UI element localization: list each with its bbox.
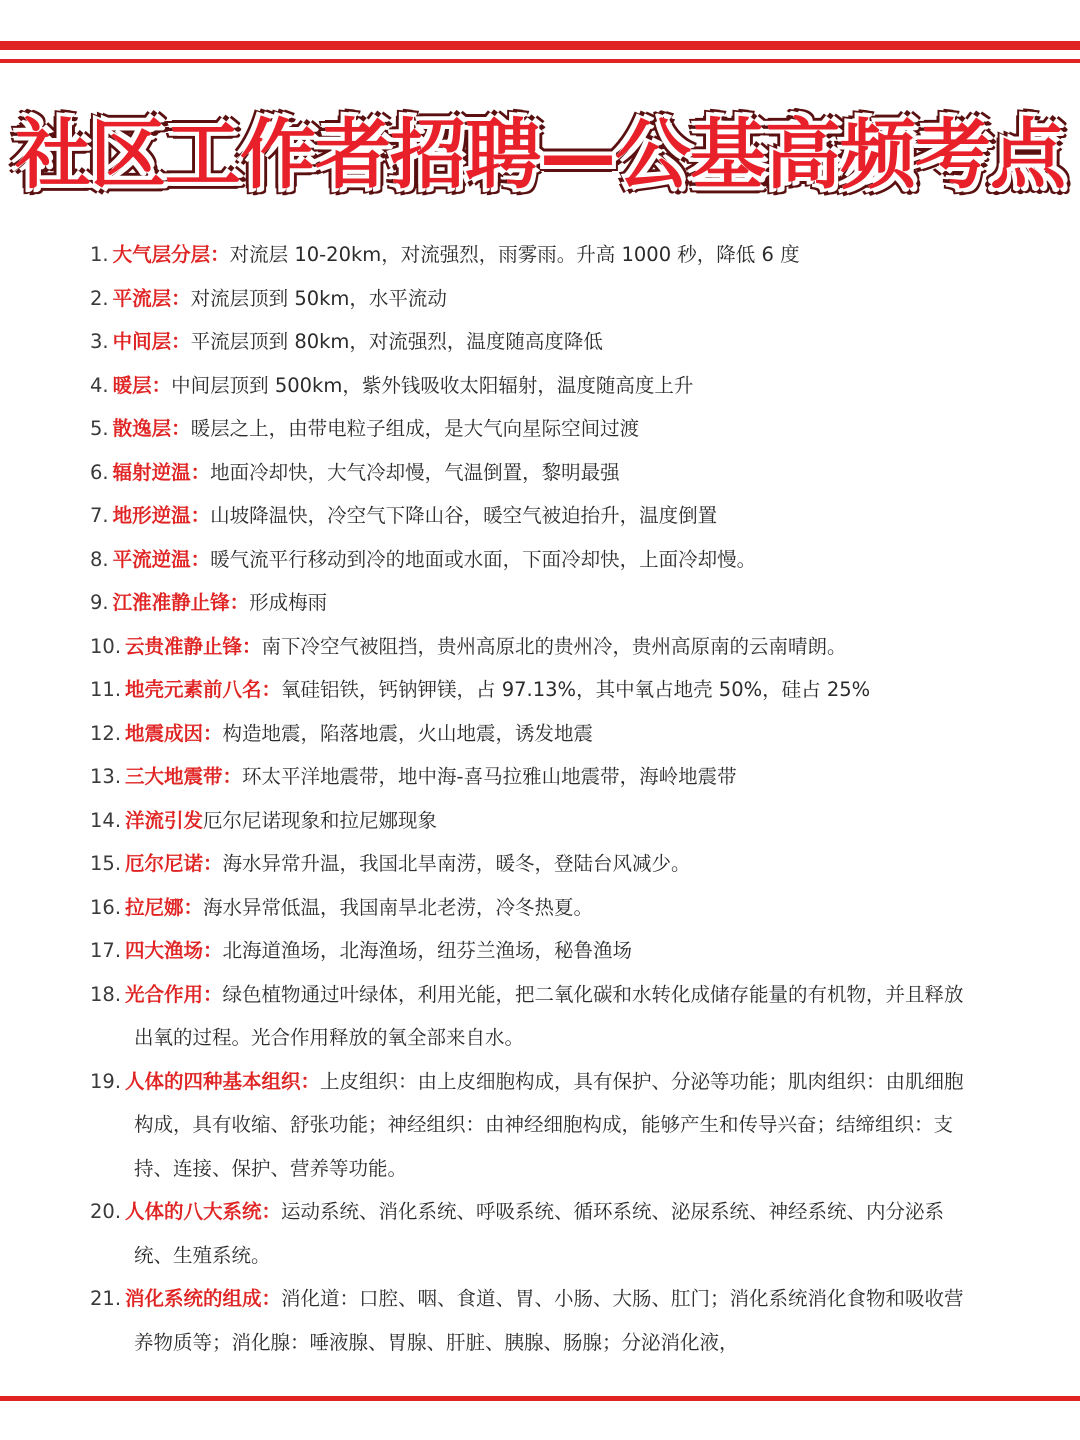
list-item [90,538,970,582]
item-description: 中间层顶到 500km，紫外钱吸收太阳辐射，温度随高度上升 [171,373,694,397]
item-description: 氧硅铝铁，钙钠钾镁，占 97.13%，其中氧占地壳 50%，硅占 25% [281,678,871,701]
item-number: 20. [90,1200,122,1223]
item-number: 2. [90,286,109,310]
item-description: 北海道渔场，北海渔场，纽芬兰渔场，秘鲁渔场 [222,939,633,962]
list-item [90,799,970,843]
item-keyword: 云贵准静止锋： [125,634,262,658]
item-number: 21. [90,1287,122,1310]
item-description: 绿色植物通过叶绿体，利用光能，把二氧化碳和水转化成储存能量的有机物，并且释放出氧的过程。光合作用释放的氧全部来自水。 [134,982,964,1049]
item-description: 运动系统、消化系统、呼吸系统、循环系统、泌尿系统、神经系统、内分泌系统、生殖系统。 [134,1200,945,1267]
list-item [90,668,970,712]
item-description: 山坡降温快，冷空气下降山谷，暖空气被迫抬升，温度倒置 [210,504,718,527]
item-number: 13. [90,765,122,788]
list-item [90,320,970,364]
item-keyword: 厄尔尼诺： [125,852,223,875]
item-description: 南下冷空气被阻挡，贵州高原北的贵州冷，贵州高原南的云南晴朗。 [261,634,847,658]
list-item [90,712,970,756]
item-keyword: 暖层： [112,373,172,397]
item-description: 对流层 10-20km，对流强烈，雨雾雨。升高 1000 秒，降低 6 度 [229,243,800,266]
item-keyword: 光合作用： [125,982,223,1006]
item-description: 上皮组织：由上皮细胞构成，具有保护、分泌等功能；肌肉组织：由肌细胞构成，具有收缩、舒张功能；神经组织：由神经细胞构成，能够产生和传导兴奋；结缔组织：支持、连接、保护、营养等功能。 [134,1069,964,1180]
item-description: 海水异常低温，我国南旱北老涝，冷冬热夏。 [203,895,594,919]
item-keyword: 地震成因： [125,721,223,745]
item-number: 19. [90,1069,122,1093]
item-number: 10. [90,634,122,658]
item-keyword: 中间层： [112,330,191,353]
key-points-list [90,233,970,1364]
item-keyword: 地壳元素前八名： [125,678,282,701]
list-item [90,581,970,625]
item-keyword: 人体的四种基本组织： [125,1069,321,1093]
bottom-rule [0,1396,1080,1401]
item-description: 形成梅雨 [249,591,328,614]
list-item [90,842,970,886]
item-keyword: 消化系统的组成： [125,1287,282,1310]
list-item [90,1190,970,1277]
item-keyword: 拉尼娜： [125,895,204,919]
list-item [90,407,970,451]
list-item [90,233,970,277]
list-item [90,929,970,973]
list-item [90,755,970,799]
item-description: 地面冷却快，大气冷却慢，气温倒置，黎明最强 [210,460,620,484]
list-item [90,973,970,1060]
item-number: 8. [90,547,109,571]
item-keyword: 洋流引发 [125,808,204,832]
item-number: 14. [90,808,122,832]
item-number: 9. [90,591,109,614]
list-item [90,1060,970,1191]
item-keyword: 辐射逆温： [112,460,211,484]
top-rule-thick [0,41,1080,50]
list-item [90,277,970,321]
item-number: 12. [90,721,122,745]
page-title: 社区工作者招聘—公基高频考点 [15,109,1065,199]
list-item [90,886,970,930]
list-item [90,364,970,408]
top-rule-thin [0,59,1080,63]
list-item [90,494,970,538]
item-keyword: 大气层分层： [112,243,230,266]
item-number: 1. [90,243,109,266]
item-number: 6. [90,460,109,484]
item-keyword: 三大地震带： [125,765,243,788]
item-number: 4. [90,373,109,397]
item-description: 海水异常升温，我国北旱南涝，暖冬，登陆台风减少。 [222,852,691,875]
item-keyword: 江淮准静止锋： [112,591,250,614]
item-number: 16. [90,895,122,919]
item-number: 5. [90,417,109,440]
item-keyword: 四大渔场： [125,939,223,962]
item-number: 11. [90,678,122,701]
list-item [90,451,970,495]
item-number: 17. [90,939,122,962]
item-number: 3. [90,330,109,353]
item-description: 构造地震，陷落地震，火山地震，诱发地震 [222,721,594,745]
item-keyword: 平流逆温： [112,547,211,571]
item-keyword: 人体的八大系统： [125,1200,282,1223]
item-number: 15. [90,852,122,875]
item-description: 厄尔尼诺现象和拉尼娜现象 [203,808,438,832]
item-number: 18. [90,982,122,1006]
list-item [90,1277,970,1364]
item-keyword: 平流层： [112,286,191,310]
item-number: 7. [90,504,109,527]
item-description: 暖气流平行移动到冷的地面或水面，下面冷却快，上面冷却慢。 [210,547,757,571]
item-keyword: 地形逆温： [112,504,211,527]
item-description: 平流层顶到 80km，对流强烈，温度随高度降低 [190,330,603,353]
item-description: 环太平洋地震带，地中海-喜马拉雅山地震带，海岭地震带 [242,765,737,788]
item-keyword: 散逸层： [112,417,191,440]
item-description: 对流层顶到 50km，水平流动 [190,286,447,310]
item-description: 消化道：口腔、咽、食道、胃、小肠、大肠、肛门；消化系统消化食物和吸收营养物质等；消化腺：唾液腺、胃腺、肝脏、胰腺、肠腺；分泌消化液， [134,1287,964,1354]
item-description: 暖层之上，由带电粒子组成，是大气向星际空间过渡 [190,417,640,440]
title-banner [0,92,1080,204]
list-item [90,625,970,669]
